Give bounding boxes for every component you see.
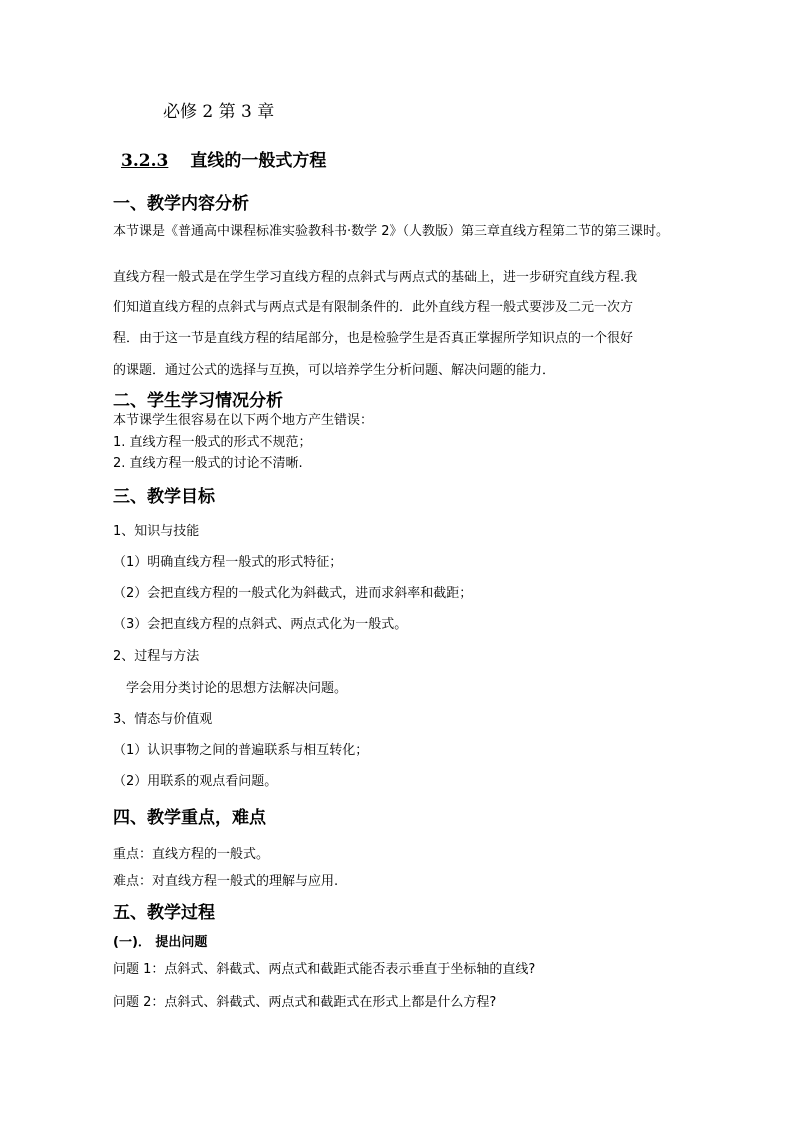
difficult-point: 难点：对直线方程一般式的理解与应用.: [113, 874, 339, 889]
goal-item: 学会用分类讨论的思想方法解决问题。: [126, 681, 348, 696]
section-heading-teaching-process: 五、教学过程: [113, 903, 215, 923]
question: 问题 1：点斜式、斜截式、两点式和截距式能否表示垂直于坐标轴的直线?: [113, 962, 536, 977]
section-heading-student-analysis: 二、学生学习情况分析: [113, 391, 283, 411]
goal-heading: 2、过程与方法: [113, 649, 200, 664]
paragraph-line: 程．由于这一节是直线方程的结尾部分，也是检验学生是否真正掌握所学知识点的一个很好: [113, 331, 634, 346]
goal-item: （2）会把直线方程的一般式化为斜截式，进而求斜率和截距；: [113, 586, 473, 601]
question: 问题 2：点斜式、斜截式、两点式和截距式在形式上都是什么方程?: [113, 995, 497, 1010]
list-item: 2. 直线方程一般式的讨论不清晰.: [113, 456, 303, 471]
section-heading-teaching-goals: 三、教学目标: [113, 487, 215, 507]
goal-item: （2）用联系的观点看问题。: [113, 774, 278, 789]
paragraph-course-intro: 本节课是《普通高中课程标准实验教科书·数学 2》（人教版）第三章直线方程第二节的第三课时。: [113, 224, 670, 239]
paragraph-line: 们知道直线方程的点斜式与两点式是有限制条件的．此外直线方程一般式要涉及二元一次方: [113, 300, 634, 315]
goal-item: （1）明确直线方程一般式的形式特征；: [113, 555, 343, 570]
goal-heading: 3、情态与价值观: [113, 712, 213, 727]
goal-heading: 1、知识与技能: [113, 524, 200, 539]
key-point: 重点：直线方程的一般式。: [113, 847, 270, 862]
lesson-title: [121, 146, 326, 171]
paragraph-line: 的课题．通过公式的选择与互换，可以培养学生分析问题、解决问题的能力．: [113, 363, 556, 378]
list-item: 1. 直线方程一般式的形式不规范；: [113, 435, 312, 450]
section-heading-content-analysis: 一、教学内容分析: [113, 194, 249, 214]
paragraph-line: 直线方程一般式是在学生学习直线方程的点斜式与两点式的基础上，进一步研究直线方程.我: [113, 270, 638, 285]
book-chapter-heading: 必修 2 第 3 章: [163, 102, 275, 122]
paragraph-line: 本节课学生很容易在以下两个地方产生错误：: [113, 413, 374, 428]
lesson-number: 3.2.3: [121, 151, 169, 171]
lesson-title-text: 直线的一般式方程: [190, 151, 327, 171]
section-heading-key-points: 四、教学重点，难点: [113, 808, 266, 828]
goal-item: （3）会把直线方程的点斜式、两点式化为一般式。: [113, 617, 408, 632]
goal-item: （1）认识事物之间的普遍联系与相互转化；: [113, 743, 369, 758]
subsection-heading: (一)． 提出问题: [113, 935, 208, 950]
